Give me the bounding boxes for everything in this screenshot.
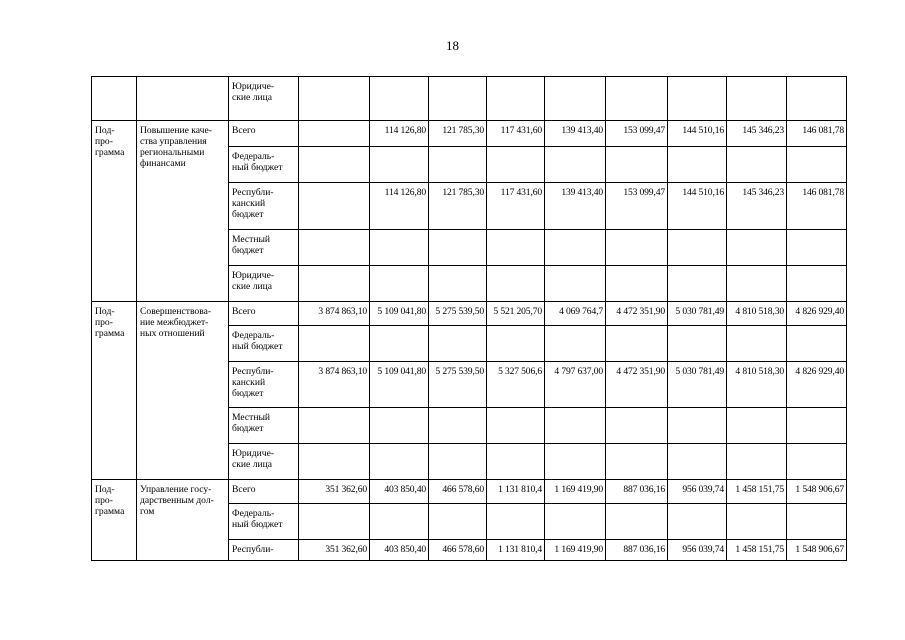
value-cell: 145 346,23 [727,183,787,230]
value-cell: 145 346,23 [727,121,787,147]
value-cell [370,266,429,302]
value-cell: 4 472 351,90 [606,302,668,326]
value-cell [429,326,487,362]
value-cell [606,230,668,266]
value-cell [787,444,847,480]
value-cell [487,326,545,362]
value-cell [545,230,606,266]
program-name-cell: Совершенствова- ние межбюджет- ных отношений [137,302,229,480]
value-cell: 4 826 929,40 [787,302,847,326]
value-cell: 1 458 151,75 [727,480,787,504]
funding-source-cell: Юридиче- ские лица [229,77,299,121]
value-cell [727,444,787,480]
value-cell [487,444,545,480]
table-row [92,302,847,326]
value-cell: 114 126,80 [370,121,429,147]
value-cell [370,444,429,480]
funding-source-cell: Всего [229,302,299,326]
value-cell [787,77,847,121]
value-cell [429,77,487,121]
value-cell [545,408,606,444]
program-name-cell: Управление госу- дарственным дол- гом [137,480,229,561]
value-cell [606,444,668,480]
value-cell: 5 030 781,49 [668,302,727,326]
value-cell [545,147,606,183]
value-cell [299,326,370,362]
value-cell: 5 521 205,70 [487,302,545,326]
program-type-cell: Под- про- грамма [92,302,137,480]
value-cell: 887 036,16 [606,540,668,561]
value-cell [429,147,487,183]
value-cell [727,77,787,121]
page-number: 18 [446,38,459,53]
value-cell [370,147,429,183]
value-cell: 4 069 764,7 [545,302,606,326]
funding-source-cell: Всего [229,480,299,504]
value-cell: 4 797 637,00 [545,362,606,408]
table-row [92,480,847,504]
value-cell: 139 413,40 [545,183,606,230]
funding-source-cell: Всего [229,121,299,147]
value-cell [787,326,847,362]
value-cell [299,230,370,266]
value-cell: 153 099,47 [606,183,668,230]
value-cell [370,77,429,121]
funding-source-cell: Местный бюджет [229,408,299,444]
program-type-cell: Под- про- грамма [92,121,137,302]
value-cell: 139 413,40 [545,121,606,147]
program-name-cell: Повышение каче- ства управления региональными финансами [137,121,229,302]
value-cell [727,408,787,444]
value-cell [668,326,727,362]
value-cell [487,504,545,540]
table-row [92,121,847,147]
value-cell: 1 548 906,67 [787,480,847,504]
program-name-cell [137,77,229,121]
funding-source-cell: Федераль- ный бюджет [229,147,299,183]
value-cell: 5 275 539,50 [429,362,487,408]
value-cell: 5 275 539,50 [429,302,487,326]
value-cell [668,230,727,266]
value-cell: 1 548 906,67 [787,540,847,561]
value-cell [487,147,545,183]
funding-source-cell: Республи- канский бюджет [229,362,299,408]
value-cell [545,504,606,540]
value-cell [606,408,668,444]
value-cell [727,230,787,266]
value-cell [299,147,370,183]
funding-source-cell: Федераль- ный бюджет [229,326,299,362]
program-type-cell [92,77,137,121]
funding-source-cell: Юридиче- ские лица [229,444,299,480]
value-cell [727,147,787,183]
value-cell [606,326,668,362]
value-cell: 5 109 041,80 [370,362,429,408]
value-cell [487,408,545,444]
value-cell: 117 431,60 [487,183,545,230]
value-cell [668,408,727,444]
value-cell [668,147,727,183]
value-cell [668,77,727,121]
value-cell: 5 327 506,6 [487,362,545,408]
value-cell [299,408,370,444]
value-cell: 3 874 863,10 [299,362,370,408]
value-cell: 466 578,60 [429,540,487,561]
value-cell [787,408,847,444]
value-cell: 1 169 419,90 [545,540,606,561]
value-cell: 4 472 351,90 [606,362,668,408]
value-cell [606,266,668,302]
value-cell: 1 131 810,4 [487,480,545,504]
value-cell [606,77,668,121]
value-cell: 1 458 151,75 [727,540,787,561]
program-type-cell: Под- про- грамма [92,480,137,561]
value-cell: 146 081,78 [787,121,847,147]
value-cell [787,266,847,302]
value-cell [727,326,787,362]
value-cell [429,230,487,266]
value-cell [429,504,487,540]
value-cell: 5 109 041,80 [370,302,429,326]
funding-source-cell: Федераль- ный бюджет [229,504,299,540]
value-cell [606,504,668,540]
table-row [92,77,847,121]
value-cell: 114 126,80 [370,183,429,230]
value-cell: 146 081,78 [787,183,847,230]
funding-source-cell: Юридиче- ские лица [229,266,299,302]
value-cell: 403 850,40 [370,480,429,504]
value-cell [787,147,847,183]
value-cell [545,444,606,480]
value-cell: 466 578,60 [429,480,487,504]
value-cell: 351 362,60 [299,540,370,561]
value-cell [545,77,606,121]
value-cell [370,504,429,540]
value-cell [668,266,727,302]
value-cell: 1 131 810,4 [487,540,545,561]
value-cell [668,444,727,480]
value-cell: 956 039,74 [668,540,727,561]
value-cell [299,504,370,540]
value-cell: 956 039,74 [668,480,727,504]
value-cell [787,504,847,540]
value-cell [487,266,545,302]
value-cell [668,504,727,540]
value-cell [370,326,429,362]
value-cell [429,266,487,302]
value-cell: 144 510,16 [668,183,727,230]
value-cell [299,77,370,121]
value-cell [787,230,847,266]
value-cell: 4 810 518,30 [727,362,787,408]
value-cell [299,183,370,230]
value-cell: 887 036,16 [606,480,668,504]
value-cell: 3 874 863,10 [299,302,370,326]
value-cell [487,230,545,266]
value-cell [370,408,429,444]
value-cell [429,444,487,480]
value-cell: 4 826 929,40 [787,362,847,408]
value-cell [545,326,606,362]
value-cell [727,504,787,540]
funding-source-cell: Республи- канский бюджет [229,183,299,230]
value-cell: 5 030 781,49 [668,362,727,408]
value-cell: 351 362,60 [299,480,370,504]
value-cell [299,444,370,480]
value-cell [487,77,545,121]
funding-source-cell: Республи- [229,540,299,561]
value-cell: 4 810 518,30 [727,302,787,326]
funding-source-cell: Местный бюджет [229,230,299,266]
value-cell: 117 431,60 [487,121,545,147]
value-cell [299,121,370,147]
value-cell: 121 785,30 [429,121,487,147]
value-cell: 144 510,16 [668,121,727,147]
value-cell: 153 099,47 [606,121,668,147]
value-cell: 1 169 419,90 [545,480,606,504]
budget-table [91,76,847,561]
value-cell: 403 850,40 [370,540,429,561]
value-cell [727,266,787,302]
value-cell [370,230,429,266]
value-cell [429,408,487,444]
value-cell [606,147,668,183]
value-cell: 121 785,30 [429,183,487,230]
value-cell [545,266,606,302]
value-cell [299,266,370,302]
